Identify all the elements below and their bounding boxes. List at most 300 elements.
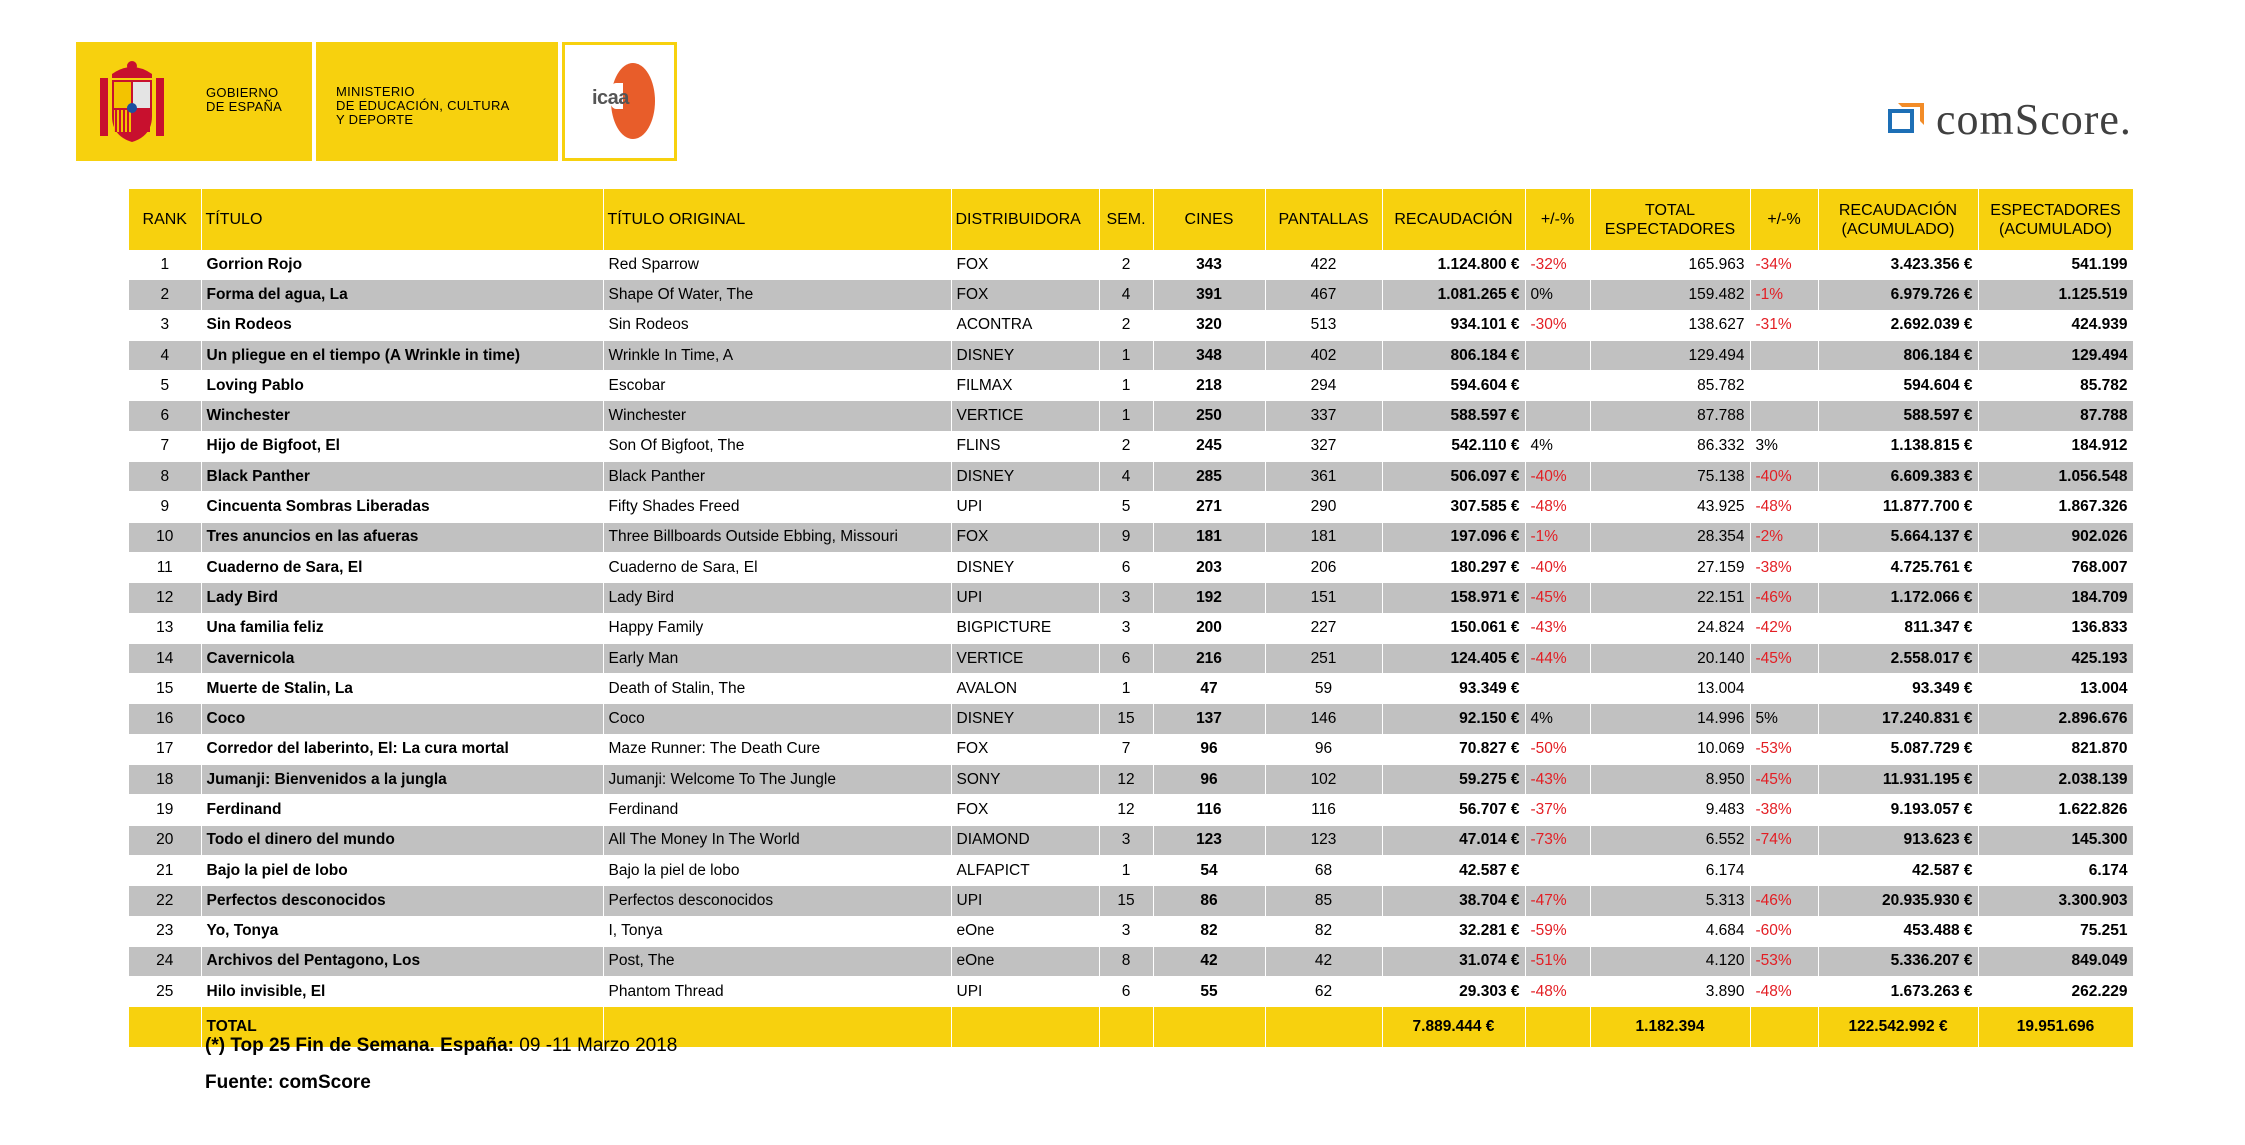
table-row (129, 825, 2133, 855)
cell-sem: 4 (1099, 462, 1153, 492)
table-row (129, 855, 2133, 885)
cell-esp: 4.120 (1590, 946, 1750, 976)
ministerio-text (336, 85, 510, 127)
cell-pant: 123 (1265, 825, 1382, 855)
cell-rank: 5 (129, 371, 201, 401)
cell-rank: 2 (129, 280, 201, 310)
table-row (129, 371, 2133, 401)
cell-rec: 588.597 € (1382, 401, 1525, 431)
cell-rank: 24 (129, 946, 201, 976)
cell-sem: 15 (1099, 704, 1153, 734)
cell-original: Three Billboards Outside Ebbing, Missouri (603, 522, 951, 552)
total-label: TOTAL (201, 1007, 603, 1048)
cell-esp_pct: -48% (1750, 492, 1818, 522)
cell-rank: 7 (129, 431, 201, 461)
cell-original: Cuaderno de Sara, El (603, 552, 951, 582)
col-header: RECAUDACIÓN (ACUMULADO) (1818, 189, 1978, 250)
cell-esp: 6.552 (1590, 825, 1750, 855)
table-row (129, 280, 2133, 310)
cell-dist: VERTICE (951, 401, 1099, 431)
cell-sem: 6 (1099, 643, 1153, 673)
cell-pant: 146 (1265, 704, 1382, 734)
cell-cines: 96 (1153, 765, 1265, 795)
cell-rec_acum: 588.597 € (1818, 401, 1978, 431)
cell-esp_pct: -60% (1750, 916, 1818, 946)
cell-original: Early Man (603, 643, 951, 673)
cell-rec_pct: -48% (1525, 492, 1590, 522)
table-row (129, 916, 2133, 946)
cell-esp_pct: -2% (1750, 522, 1818, 552)
cell-pant: 116 (1265, 795, 1382, 825)
cell-esp: 129.494 (1590, 340, 1750, 370)
cell-dist: UPI (951, 492, 1099, 522)
cell-original: Jumanji: Welcome To The Jungle (603, 765, 951, 795)
cell-rec_pct: -44% (1525, 643, 1590, 673)
cell-esp: 138.627 (1590, 310, 1750, 340)
cell-rec_pct: -59% (1525, 916, 1590, 946)
cell-rec_pct (1525, 401, 1590, 431)
cell-rec: 197.096 € (1382, 522, 1525, 552)
cell-rec_pct (1525, 674, 1590, 704)
gobierno-text (206, 86, 282, 114)
cell-rec_pct: -51% (1525, 946, 1590, 976)
cell-titulo: Loving Pablo (201, 371, 603, 401)
cell-dist: UPI (951, 977, 1099, 1007)
col-header: DISTRIBUIDORA (951, 189, 1099, 250)
cell-titulo: Black Panther (201, 462, 603, 492)
cell-esp_acum: 821.870 (1978, 734, 2133, 764)
cell-dist: FOX (951, 522, 1099, 552)
cell-rec_acum: 93.349 € (1818, 674, 1978, 704)
cell-rec_pct: -1% (1525, 522, 1590, 552)
cell-rec_acum: 6.979.726 € (1818, 280, 1978, 310)
cell-sem: 6 (1099, 552, 1153, 582)
table-row (129, 704, 2133, 734)
cell-original: Coco (603, 704, 951, 734)
cell-rec_pct: -37% (1525, 795, 1590, 825)
cell-pant: 151 (1265, 583, 1382, 613)
cell-pant: 290 (1265, 492, 1382, 522)
cell-titulo: Winchester (201, 401, 603, 431)
cell-rank: 25 (129, 977, 201, 1007)
cell-esp_acum: 6.174 (1978, 855, 2133, 885)
col-header: TOTAL ESPECTADORES (1590, 189, 1750, 250)
cell-esp_pct: -42% (1750, 613, 1818, 643)
cell-sem: 3 (1099, 825, 1153, 855)
cell-esp_acum: 768.007 (1978, 552, 2133, 582)
cell-rec: 594.604 € (1382, 371, 1525, 401)
cell-esp_pct: -31% (1750, 310, 1818, 340)
cell-esp_pct: -53% (1750, 946, 1818, 976)
cell-original: Perfectos desconocidos (603, 886, 951, 916)
cell-esp_pct: -34% (1750, 250, 1818, 280)
cell-esp: 75.138 (1590, 462, 1750, 492)
cell-titulo: Corredor del laberinto, El: La cura mortal (201, 734, 603, 764)
table-row (129, 431, 2133, 461)
cell-rec_pct: 0% (1525, 280, 1590, 310)
comscore-text: comScore. (1936, 95, 2132, 144)
cell-esp_pct: -74% (1750, 825, 1818, 855)
cell-esp: 20.140 (1590, 643, 1750, 673)
cell-esp: 10.069 (1590, 734, 1750, 764)
cell-rec_pct: -73% (1525, 825, 1590, 855)
cell-esp_acum: 3.300.903 (1978, 886, 2133, 916)
footnote-title: (*) Top 25 Fin de Semana. España: (205, 1035, 514, 1056)
cell-rank: 13 (129, 613, 201, 643)
cell-cines: 200 (1153, 613, 1265, 643)
cell-cines: 123 (1153, 825, 1265, 855)
cell-rec: 1.081.265 € (1382, 280, 1525, 310)
icaa-text: icaa (592, 87, 629, 109)
cell-esp_pct: -53% (1750, 734, 1818, 764)
table-row (129, 643, 2133, 673)
cell-rank: 6 (129, 401, 201, 431)
cell-rank: 15 (129, 674, 201, 704)
cell-original: Maze Runner: The Death Cure (603, 734, 951, 764)
cell-esp_acum: 1.125.519 (1978, 280, 2133, 310)
cell-esp_acum: 849.049 (1978, 946, 2133, 976)
cell-titulo: Tres anuncios en las afueras (201, 522, 603, 552)
table-row (129, 492, 2133, 522)
col-header: +/-% (1750, 189, 1818, 250)
cell-pant: 402 (1265, 340, 1382, 370)
cell-dist: FOX (951, 795, 1099, 825)
cell-sem: 7 (1099, 734, 1153, 764)
cell-rec_acum: 2.558.017 € (1818, 643, 1978, 673)
cell-esp_pct (1750, 855, 1818, 885)
cell-rec: 150.061 € (1382, 613, 1525, 643)
cell-cines: 137 (1153, 704, 1265, 734)
cell-pant: 42 (1265, 946, 1382, 976)
table-row (129, 977, 2133, 1007)
cell-titulo: Una familia feliz (201, 613, 603, 643)
cell-cines: 54 (1153, 855, 1265, 885)
cell-original: Sin Rodeos (603, 310, 951, 340)
cell-cines: 250 (1153, 401, 1265, 431)
col-header: PANTALLAS (1265, 189, 1382, 250)
cell-titulo: Cuaderno de Sara, El (201, 552, 603, 582)
table-row (129, 795, 2133, 825)
total-empty (1265, 1007, 1382, 1048)
total-empty (1525, 1007, 1590, 1048)
cell-pant: 251 (1265, 643, 1382, 673)
table-row (129, 250, 2133, 280)
cell-titulo: Gorrion Rojo (201, 250, 603, 280)
cell-esp_acum: 136.833 (1978, 613, 2133, 643)
cell-sem: 1 (1099, 674, 1153, 704)
col-header: TÍTULO ORIGINAL (603, 189, 951, 250)
cell-rec: 31.074 € (1382, 946, 1525, 976)
cell-esp: 9.483 (1590, 795, 1750, 825)
total-empty (951, 1007, 1099, 1048)
cell-esp_acum: 425.193 (1978, 643, 2133, 673)
table-row (129, 310, 2133, 340)
cell-rank: 11 (129, 552, 201, 582)
cell-sem: 3 (1099, 583, 1153, 613)
cell-rank: 18 (129, 765, 201, 795)
cell-cines: 343 (1153, 250, 1265, 280)
cell-rec_pct: -43% (1525, 613, 1590, 643)
cell-pant: 513 (1265, 310, 1382, 340)
cell-dist: DISNEY (951, 704, 1099, 734)
gov-line-2: DE ESPAÑA (206, 99, 283, 114)
cell-pant: 68 (1265, 855, 1382, 885)
col-header: CINES (1153, 189, 1265, 250)
cell-rec_acum: 453.488 € (1818, 916, 1978, 946)
cell-esp_pct: -38% (1750, 552, 1818, 582)
cell-dist: FOX (951, 250, 1099, 280)
cell-esp_pct (1750, 401, 1818, 431)
cell-esp: 14.996 (1590, 704, 1750, 734)
cell-sem: 4 (1099, 280, 1153, 310)
cell-rec: 93.349 € (1382, 674, 1525, 704)
cell-esp: 8.950 (1590, 765, 1750, 795)
cell-rank: 8 (129, 462, 201, 492)
table-row (129, 583, 2133, 613)
cell-cines: 348 (1153, 340, 1265, 370)
cell-pant: 82 (1265, 916, 1382, 946)
cell-rec_pct (1525, 855, 1590, 885)
cell-esp_acum: 85.782 (1978, 371, 2133, 401)
col-header: RANK (129, 189, 201, 250)
cell-rec: 158.971 € (1382, 583, 1525, 613)
cell-rec: 92.150 € (1382, 704, 1525, 734)
total-recaudacion-acumulado: 122.542.992 € (1818, 1007, 1978, 1048)
cell-sem: 3 (1099, 916, 1153, 946)
cell-esp: 43.925 (1590, 492, 1750, 522)
cell-dist: eOne (951, 916, 1099, 946)
cell-cines: 42 (1153, 946, 1265, 976)
cell-esp_acum: 184.709 (1978, 583, 2133, 613)
cell-original: Wrinkle In Time, A (603, 340, 951, 370)
cell-titulo: Lady Bird (201, 583, 603, 613)
cell-rec_pct: -30% (1525, 310, 1590, 340)
cell-rec_pct: 4% (1525, 431, 1590, 461)
min-line-3: Y DEPORTE (336, 112, 414, 127)
cell-rec_acum: 17.240.831 € (1818, 704, 1978, 734)
cell-rec_acum: 5.664.137 € (1818, 522, 1978, 552)
cell-original: Death of Stalin, The (603, 674, 951, 704)
gobierno-espana-logo (76, 42, 312, 161)
cell-rec_acum: 11.931.195 € (1818, 765, 1978, 795)
cell-original: Post, The (603, 946, 951, 976)
cell-pant: 102 (1265, 765, 1382, 795)
cell-rec: 32.281 € (1382, 916, 1525, 946)
footnote (205, 1035, 677, 1057)
box-office-table (129, 189, 2134, 1047)
cell-pant: 294 (1265, 371, 1382, 401)
cell-rec: 542.110 € (1382, 431, 1525, 461)
cell-cines: 245 (1153, 431, 1265, 461)
cell-esp_pct: -38% (1750, 795, 1818, 825)
cell-pant: 85 (1265, 886, 1382, 916)
cell-esp: 28.354 (1590, 522, 1750, 552)
table-row (129, 613, 2133, 643)
cell-titulo: Cavernicola (201, 643, 603, 673)
cell-pant: 206 (1265, 552, 1382, 582)
cell-rec: 47.014 € (1382, 825, 1525, 855)
table-row (129, 401, 2133, 431)
cell-titulo: Ferdinand (201, 795, 603, 825)
table-row (129, 674, 2133, 704)
min-line-2: DE EDUCACIÓN, CULTURA (336, 98, 510, 113)
table-header-row (129, 189, 2133, 250)
cell-titulo: Forma del agua, La (201, 280, 603, 310)
cell-dist: ALFAPICT (951, 855, 1099, 885)
cell-original: Shape Of Water, The (603, 280, 951, 310)
total-empty (129, 1007, 201, 1048)
cell-rec_pct: -43% (1525, 765, 1590, 795)
cell-rec_acum: 9.193.057 € (1818, 795, 1978, 825)
cell-dist: DISNEY (951, 552, 1099, 582)
cell-rec_pct: -40% (1525, 552, 1590, 582)
cell-esp_acum: 13.004 (1978, 674, 2133, 704)
total-recaudacion: 7.889.444 € (1382, 1007, 1525, 1048)
cell-dist: ACONTRA (951, 310, 1099, 340)
cell-rec: 70.827 € (1382, 734, 1525, 764)
cell-rec: 506.097 € (1382, 462, 1525, 492)
cell-rank: 10 (129, 522, 201, 552)
cell-sem: 8 (1099, 946, 1153, 976)
cell-rec_pct: -45% (1525, 583, 1590, 613)
cell-sem: 1 (1099, 855, 1153, 885)
cell-dist: eOne (951, 946, 1099, 976)
cell-esp_acum: 87.788 (1978, 401, 2133, 431)
total-espectadores-acumulado: 19.951.696 (1978, 1007, 2133, 1048)
cell-titulo: Sin Rodeos (201, 310, 603, 340)
cell-titulo: Muerte de Stalin, La (201, 674, 603, 704)
source-note: Fuente: comScore (205, 1072, 371, 1093)
cell-cines: 82 (1153, 916, 1265, 946)
cell-original: Ferdinand (603, 795, 951, 825)
cell-rec_pct: -47% (1525, 886, 1590, 916)
cell-esp_acum: 184.912 (1978, 431, 2133, 461)
cell-rec_acum: 20.935.930 € (1818, 886, 1978, 916)
cell-esp: 165.963 (1590, 250, 1750, 280)
gobierno-banner (76, 42, 677, 161)
cell-cines: 116 (1153, 795, 1265, 825)
table-row (129, 765, 2133, 795)
gov-line-1: GOBIERNO (206, 85, 279, 100)
cell-pant: 337 (1265, 401, 1382, 431)
cell-sem: 9 (1099, 522, 1153, 552)
cell-esp_pct (1750, 340, 1818, 370)
cell-esp: 3.890 (1590, 977, 1750, 1007)
cell-esp_acum: 129.494 (1978, 340, 2133, 370)
cell-dist: DIAMOND (951, 825, 1099, 855)
table-row (129, 340, 2133, 370)
cell-esp_pct: -40% (1750, 462, 1818, 492)
cell-dist: FOX (951, 280, 1099, 310)
comscore-icon (1888, 103, 1928, 137)
cell-dist: DISNEY (951, 462, 1099, 492)
cell-esp_pct: 3% (1750, 431, 1818, 461)
cell-cines: 285 (1153, 462, 1265, 492)
cell-rec: 29.303 € (1382, 977, 1525, 1007)
cell-esp: 87.788 (1590, 401, 1750, 431)
cell-rec_acum: 2.692.039 € (1818, 310, 1978, 340)
cell-sem: 12 (1099, 765, 1153, 795)
cell-rec_acum: 5.336.207 € (1818, 946, 1978, 976)
cell-rec_acum: 594.604 € (1818, 371, 1978, 401)
total-empty (1153, 1007, 1265, 1048)
cell-rec_acum: 1.673.263 € (1818, 977, 1978, 1007)
cell-esp: 86.332 (1590, 431, 1750, 461)
cell-cines: 391 (1153, 280, 1265, 310)
cell-cines: 216 (1153, 643, 1265, 673)
icaa-logo-frame (562, 42, 677, 161)
cell-sem: 12 (1099, 795, 1153, 825)
cell-original: Lady Bird (603, 583, 951, 613)
cell-esp_pct: -46% (1750, 886, 1818, 916)
cell-pant: 59 (1265, 674, 1382, 704)
table-row (129, 946, 2133, 976)
cell-esp_acum: 1.056.548 (1978, 462, 2133, 492)
cell-cines: 47 (1153, 674, 1265, 704)
cell-cines: 320 (1153, 310, 1265, 340)
cell-rec_pct: -40% (1525, 462, 1590, 492)
cell-rec_pct (1525, 371, 1590, 401)
cell-esp_acum: 1.867.326 (1978, 492, 2133, 522)
cell-pant: 96 (1265, 734, 1382, 764)
cell-rank: 4 (129, 340, 201, 370)
cell-rec_acum: 3.423.356 € (1818, 250, 1978, 280)
cell-rec_acum: 913.623 € (1818, 825, 1978, 855)
cell-rec_pct: -32% (1525, 250, 1590, 280)
cell-dist: UPI (951, 886, 1099, 916)
cell-sem: 2 (1099, 431, 1153, 461)
cell-original: Fifty Shades Freed (603, 492, 951, 522)
coat-of-arms-icon (98, 56, 166, 146)
cell-cines: 86 (1153, 886, 1265, 916)
comscore-logo (1888, 94, 2132, 145)
cell-esp_pct: 5% (1750, 704, 1818, 734)
cell-rec: 1.124.800 € (1382, 250, 1525, 280)
cell-esp_acum: 2.038.139 (1978, 765, 2133, 795)
cell-rec: 42.587 € (1382, 855, 1525, 885)
cell-esp_pct (1750, 674, 1818, 704)
col-header: RECAUDACIÓN (1382, 189, 1525, 250)
cell-titulo: Archivos del Pentagono, Los (201, 946, 603, 976)
cell-dist: BIGPICTURE (951, 613, 1099, 643)
cell-sem: 1 (1099, 340, 1153, 370)
min-line-1: MINISTERIO (336, 84, 415, 99)
cell-rec: 59.275 € (1382, 765, 1525, 795)
cell-pant: 227 (1265, 613, 1382, 643)
cell-esp_pct (1750, 371, 1818, 401)
cell-pant: 467 (1265, 280, 1382, 310)
icaa-logo (565, 45, 674, 158)
table-row (129, 734, 2133, 764)
cell-dist: FILMAX (951, 371, 1099, 401)
cell-sem: 15 (1099, 886, 1153, 916)
cell-esp_acum: 2.896.676 (1978, 704, 2133, 734)
cell-original: Phantom Thread (603, 977, 951, 1007)
cell-original: Black Panther (603, 462, 951, 492)
cell-rec_pct: 4% (1525, 704, 1590, 734)
cell-esp_pct: -48% (1750, 977, 1818, 1007)
cell-dist: AVALON (951, 674, 1099, 704)
cell-cines: 192 (1153, 583, 1265, 613)
cell-sem: 6 (1099, 977, 1153, 1007)
cell-esp_acum: 145.300 (1978, 825, 2133, 855)
cell-cines: 55 (1153, 977, 1265, 1007)
table-row (129, 886, 2133, 916)
cell-rec_acum: 1.138.815 € (1818, 431, 1978, 461)
cell-original: Escobar (603, 371, 951, 401)
cell-dist: UPI (951, 583, 1099, 613)
cell-esp_acum: 424.939 (1978, 310, 2133, 340)
